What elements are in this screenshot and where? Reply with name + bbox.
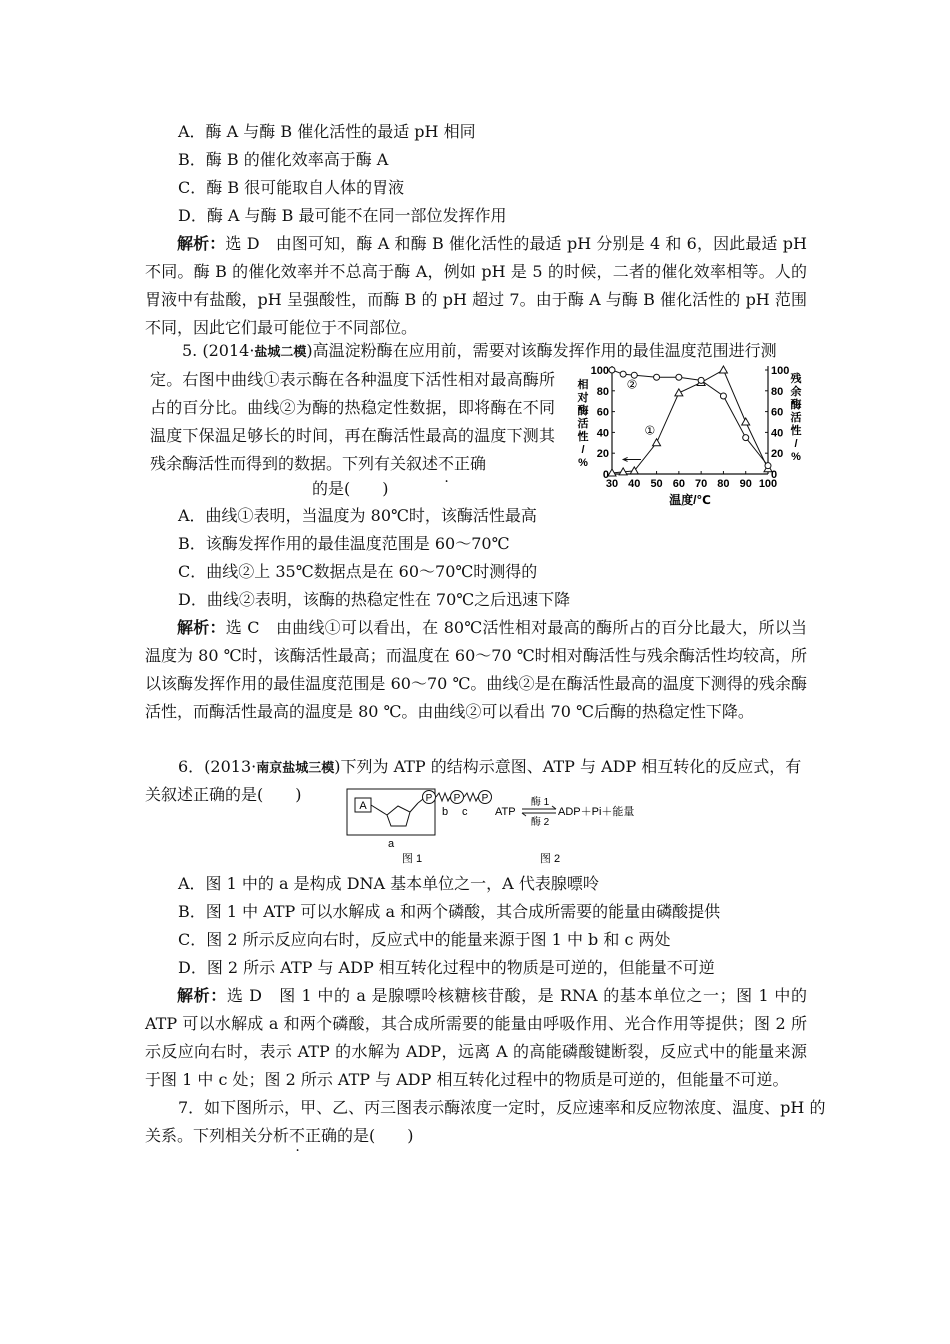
q4-option-c: C．酶 B 很可能取自人体的胃液 [178,178,405,197]
q5-stem-not: 不 [438,454,455,473]
chart-ylabel-right-char: % [791,451,801,463]
q5-analysis-label: 解析： [177,618,226,637]
q4-option-d: D．酶 A 与酶 B 最可能不在同一部位发挥作用 [178,206,507,225]
q5-stem-first-text: )高温淀粉酶在应用前，需要对该酶发挥作用的最佳温度范围进行测 [306,341,777,360]
chart-y-tick-label-right: 80 [771,385,784,398]
q4-option-b: B．酶 B 的催化效率高于酶 A [178,150,389,169]
fig1-ribose [387,806,410,826]
q7-stem-second [145,1125,414,1147]
chart-ylabel-left-char: 性 [577,431,589,443]
fig1-label-b: b [442,806,449,818]
chart-x-tick-label: 90 [739,478,752,490]
fig1-bond-phosphate [410,803,418,812]
fig1-bond-phosphate-2 [418,799,423,803]
enzyme-temperature-chart [570,358,810,513]
q6-option-d: D．图 2 所示 ATP 与 ADP 相互转化过程中的物质是可逆的，但能量不可逆 [178,958,715,977]
fig1-label-a-cap: A [359,800,367,812]
atp-figures [340,785,660,867]
chart-point-series1 [653,439,661,446]
chart-x-tick-label: 30 [605,478,619,490]
chart-point-series2 [743,435,749,441]
q6-analysis-text: 选 D 图 1 中的 a 是腺嘌呤核糖核苷酸，是 RNA 的基本单位之一；图 1 中的 ATP 可以水解成 a 和两个磷酸，其合成所需要的能量由呼吸作用、光合作用等提供；图 2 所示反应向右时，表示 ATP 的水解为 ADP，远离 A 的高能磷酸键断裂，反应式中的能量来源于图 1 中 c 处；图 2 所示 ATP 与 ADP 相互转化过程中的物质是可逆的，但能量不可逆。 [145,986,807,1089]
fig1-p2: P [453,793,461,804]
fig2-products: ADP＋Pi＋能量 [558,806,635,818]
q4-analysis [145,230,807,342]
q7-stem-second-text: 关系。下列相关分析 [145,1126,290,1145]
chart-point-series2 [765,463,771,469]
chart-x-tick-label: 60 [672,478,685,490]
fig1-bond-base [371,805,387,815]
q5-stem-end: 的是( ) [312,479,389,498]
q5-number: 5. (2014· [182,341,255,360]
chart-y-tick-label-left: 80 [596,385,609,398]
chart-x-tick-label: 50 [650,478,663,490]
q6-number: 6．(2013· [178,757,257,776]
chart-ylabel-right-char: 酶 [790,399,802,411]
q6-option-a: A．图 1 中的 a 是构成 DNA 基本单位之一，A 代表腺嘌呤 [178,874,599,893]
chart-y-tick-label-right: 100 [771,365,790,377]
q4-analysis-text: 选 D 由图可知，酶 A 和酶 B 催化活性的最适 pH 分别是 4 和 6，因此最适 pH 不同。酶 B 的催化效率并不总高于酶 A，例如 pH 是 5 的时候，二者的催化效率相等。人的胃液中有盐酸，pH 呈强酸性，而酶 B 的 pH 超过 7。由于酶 A 与酶 B 催化活性的 pH 范围不同，因此它们最可能位于不同部位。 [145,234,807,337]
chart-y-tick-label-left: 0 [602,469,609,481]
chart-ylabel-left-char: 对 [577,392,589,404]
chart-point-series2 [620,371,626,377]
q6-option-b: B．图 1 中 ATP 可以水解成 a 和两个磷酸，其合成所需要的能量由磷酸提供 [178,902,721,921]
fig2-atp: ATP [495,806,516,818]
chart-y-tick-label-right: 20 [771,448,784,461]
chart-ylabel-right-char: 活 [790,412,802,424]
chart-y-tick-label-left: 60 [596,406,609,419]
q4-analysis-label: 解析： [177,234,226,253]
q5-option-a: A．曲线①表明，当温度为 80℃时，该酶活性最高 [178,506,537,525]
q5-stem-rest [150,366,555,478]
q5-source: 盐城二模 [254,345,307,360]
fig1-label-a: a [388,838,395,850]
q6-analysis-label: 解析： [177,986,227,1005]
chart-point-series1 [675,389,683,396]
fig1-high-energy-bond-b [436,793,450,801]
chart-point-series2 [609,367,615,373]
chart-x-tick-label: 70 [695,478,708,490]
chart-y-tick-label-right: 40 [771,427,784,440]
chart-point-series2 [654,374,660,380]
chart-y-tick-label-right: 0 [771,469,778,481]
q6-source: 南京盐城三模 [256,761,335,776]
chart-y-tick-label-left: 20 [596,448,609,461]
chart-point-series1 [742,418,750,425]
q7-stem-not: 不 [289,1126,306,1145]
q5-analysis-text: 选 C 由曲线①可以看出，在 80℃活性相对最高的酶所占的百分比最大，所以当温度为 80 ℃时，该酶活性最高；而温度在 60～70 ℃时相对酶活性与残余酶活性均较高，所以该酶发挥作用的最佳温度范围是 60～70 ℃。曲线②是在酶活性最高的温度下测得的残余酶活性，而酶活性最高的温度是 80 ℃。由曲线②可以看出 70 ℃后酶的热稳定性下降。 [145,618,807,721]
chart-point-series2 [698,377,704,383]
chart-x-tick-label: 80 [717,478,730,490]
chart-annotation-curve2: ② [626,377,638,392]
fig2-enzyme1: 酶 1 [530,797,550,808]
chart-y-tick-label-left: 40 [596,427,609,440]
chart-ylabel-left-char: 活 [577,418,589,430]
chart-ylabel-right-char: / [794,438,798,450]
chart-ylabel-right-char: 性 [790,425,802,437]
chart-ylabel-left-char: % [578,457,588,469]
q7-stem-end: 正确的是( ) [305,1126,414,1145]
chart-x-tick-label: 100 [758,478,778,490]
q5-option-b: B．该酶发挥作用的最佳温度范围是 60～70℃ [178,534,510,553]
fig1-caption: 图 1 [401,853,423,865]
chart-point-series2 [720,393,726,399]
q5-analysis [145,614,807,726]
fig1-label-c: c [462,806,468,818]
chart-point-series2 [676,374,682,380]
fig1-p1: P [425,793,433,804]
chart-y-tick-label-right: 60 [771,406,784,419]
chart-point-series1 [719,366,727,373]
chart-ylabel-left-char: / [581,444,585,456]
q6-option-c: C．图 2 所示反应向右时，反应式中的能量来源于图 1 中 b 和 c 两处 [178,930,671,949]
chart-ylabel-right-char: 余 [790,386,802,398]
q6-stem-first [178,756,801,780]
q6-stem-second: 关叙述正确的是( ) [145,785,302,804]
fig2-caption: 图 2 [539,853,561,865]
q6-analysis [145,982,807,1094]
chart-y-tick-label-left: 100 [590,365,609,377]
chart-ylabel-left-char: 相 [577,379,589,391]
q5-stem-correct: 正确 [454,454,487,473]
q5-stem-rest-text: 定。右图中曲线①表示酶在各种温度下活性相对最高酶所占的百分比。曲线②为酶的热稳定性数据，即将酶在不同温度下保温足够长的时间，再在酶活性最高的温度下测其残余酶活性而得到的数据。下列有关叙述 [150,370,555,473]
q4-option-a: A．酶 A 与酶 B 催化活性的最适 pH 相同 [178,122,476,141]
chart-annotation-curve1: ① [644,423,656,438]
chart-xlabel: 温度/℃ [669,493,711,507]
q5-option-c: C．曲线②上 35℃数据点是在 60～70℃时测得的 [178,562,538,581]
q7-stem-first: 7．如下图所示，甲、乙、丙三图表示酶浓度一定时，反应速率和反应物浓度、温度、pH 的 [178,1098,826,1117]
fig1-p3: P [481,793,489,804]
fig1-high-energy-bond-c [464,793,478,801]
chart-ylabel-left-char: 酶 [577,405,589,417]
chart-x-tick-label: 40 [628,478,641,490]
fig2-enzyme2: 酶 2 [530,817,550,828]
chart-ylabel-right-char: 残 [790,373,802,385]
q6-stem-first-text: )下列为 ATP 的结构示意图、ATP 与 ADP 相互转化的反应式，有 [334,757,802,776]
q5-option-d: D．曲线②表明，该酶的热稳定性在 70℃之后迅速下降 [178,590,571,609]
